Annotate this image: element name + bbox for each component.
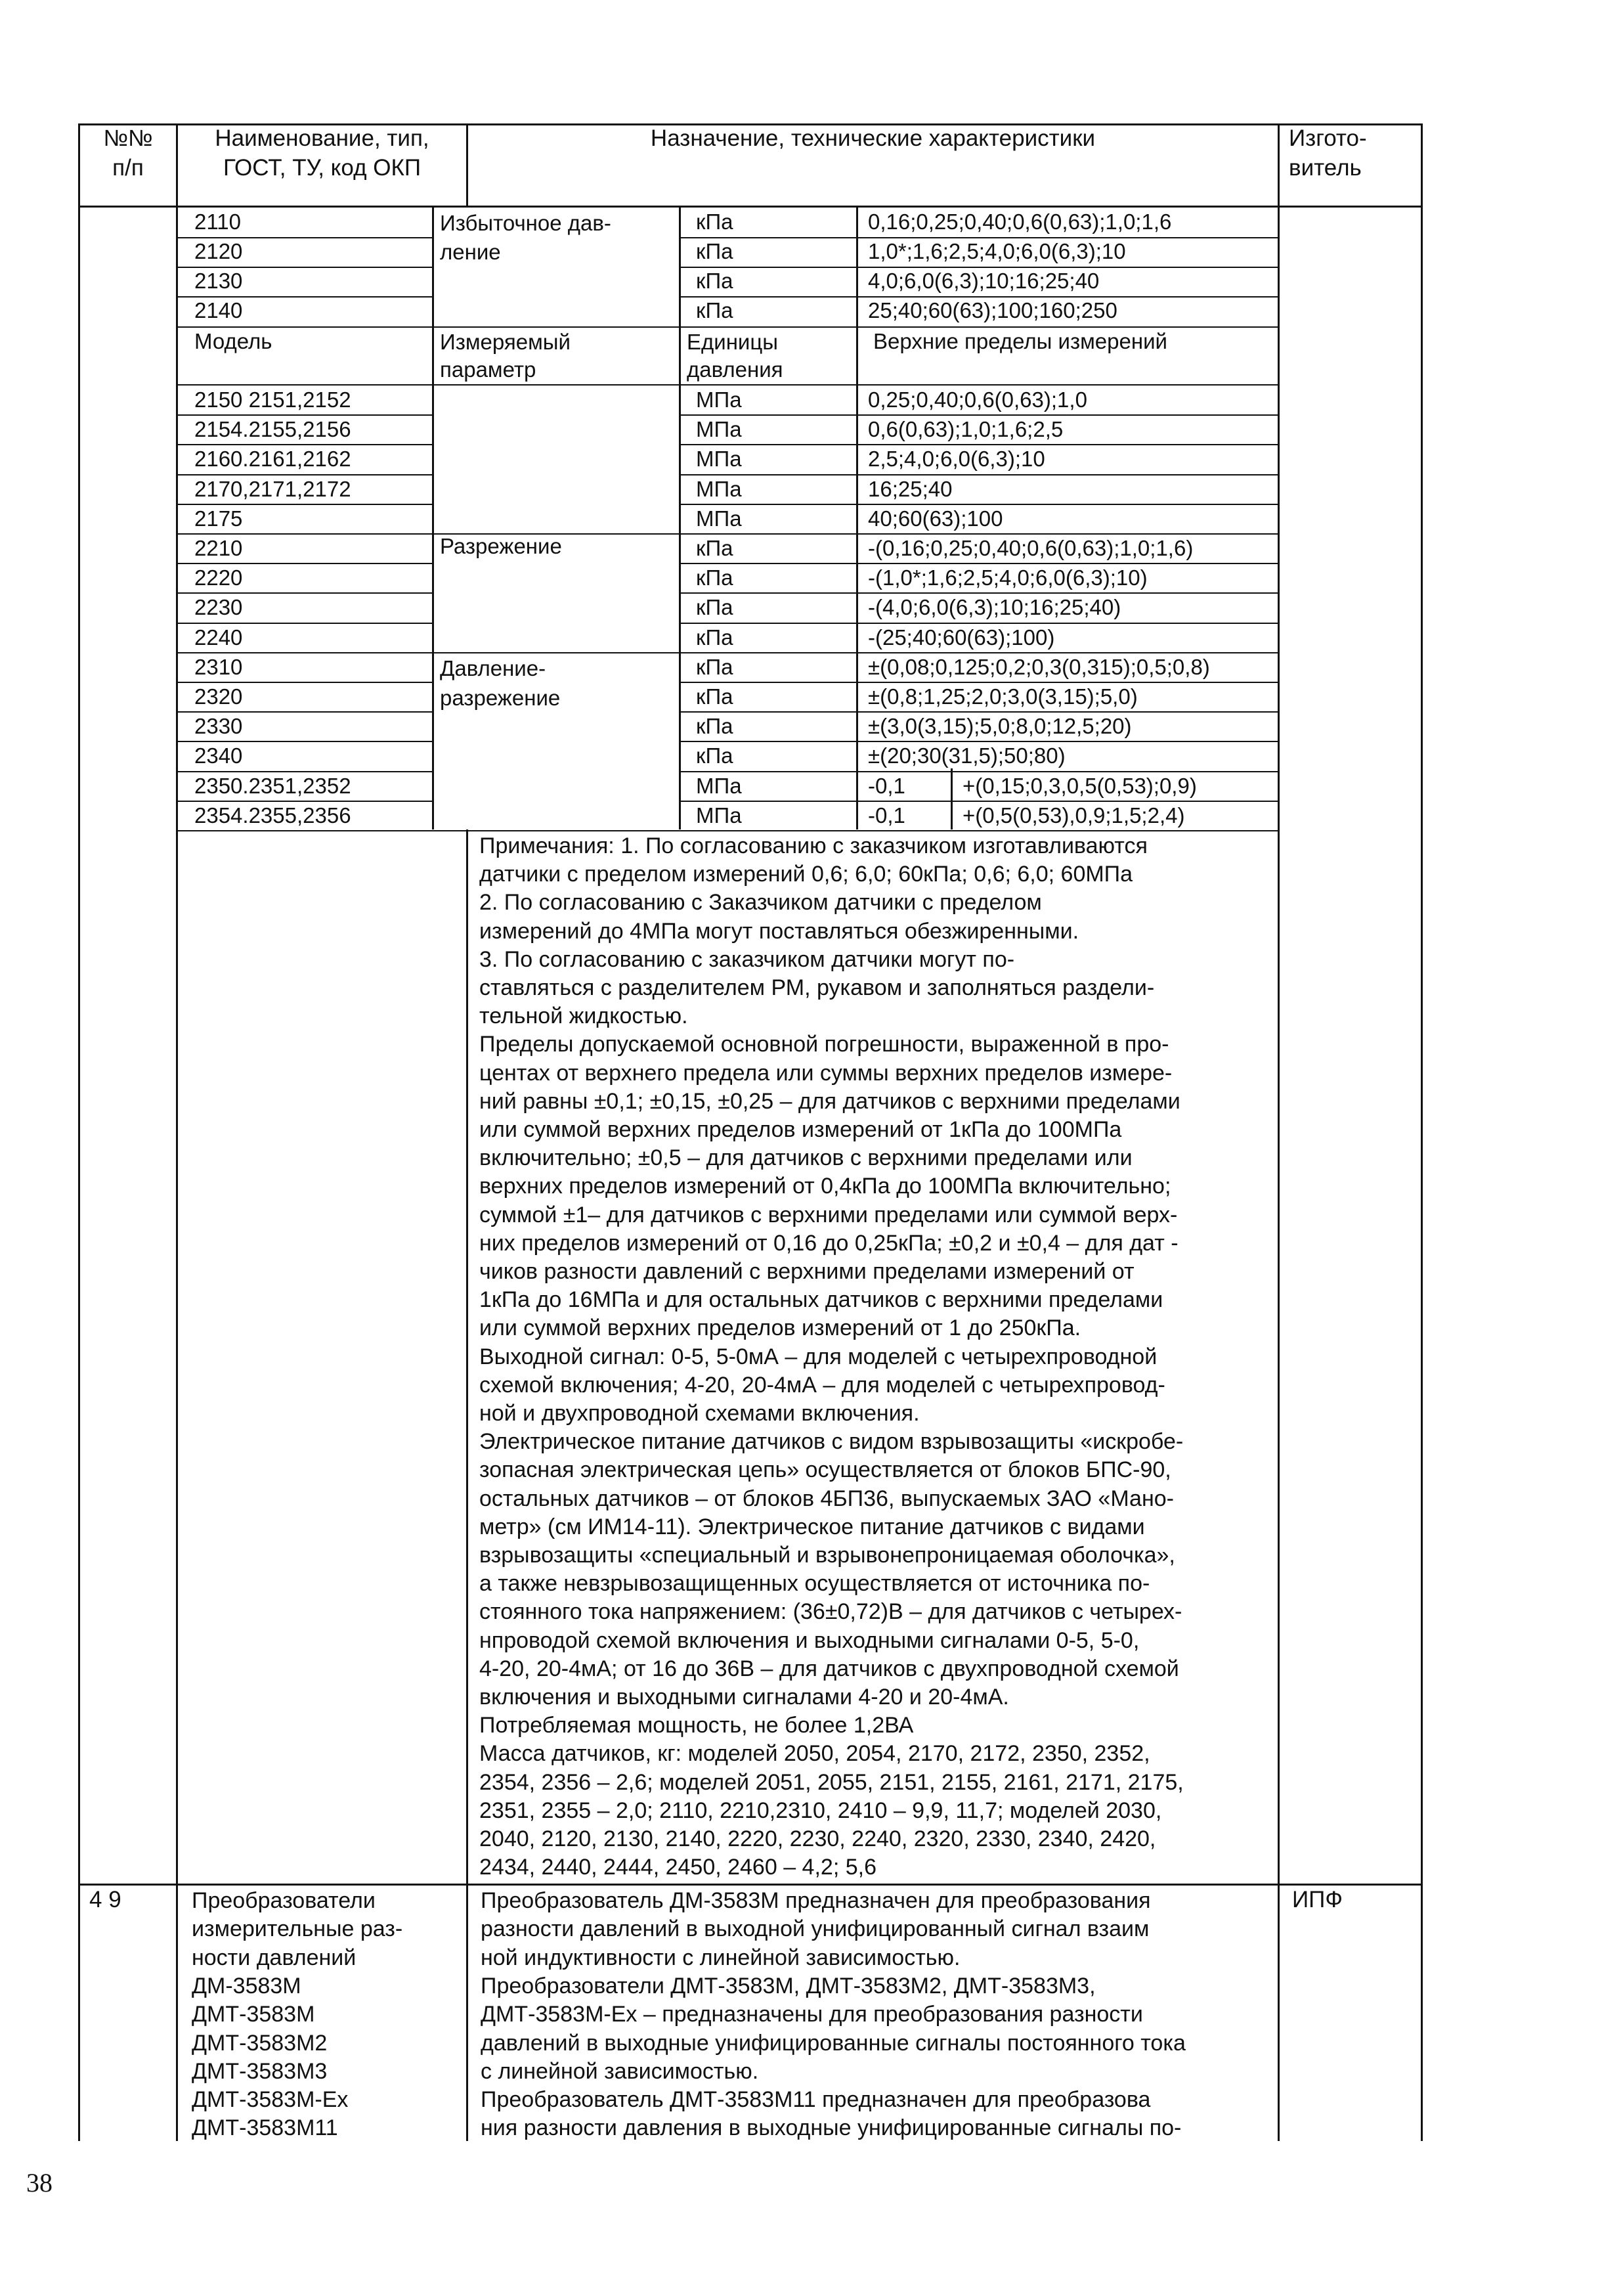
row-line [176,711,432,713]
unit-cell: кПа [696,595,733,620]
limits-cell: ±(0,08;0,125;0,2;0,3(0,315);0,5;0,8) [868,654,1210,679]
item49-desc-line: разности давлений в выходной унифицированный сигнал взаим [481,1916,1150,1942]
item49-desc-line: ДМТ-3583М-Ех – предназначены для преобразования разности [481,2002,1143,2027]
row-line [679,801,1279,802]
note-line: тельной жидкостью. [479,1004,688,1029]
model-cell: 2160.2161,2162 [194,447,351,472]
row-line [679,741,1279,742]
note-line: нпроводой схемой включения и выходными сигналами 0-5, 5-0, [479,1627,1140,1653]
model-cell: 2230 [194,595,243,620]
table-right-border [1421,123,1423,2141]
subtable-col-param [432,206,434,829]
header-name: Наименование, тип, ГОСТ, ТУ, код ОКП [215,125,429,181]
row-line [679,711,1279,713]
model-cell: 2110 [194,210,241,234]
note-line: центах от верхнего предела или суммы верхних пределов измере- [479,1060,1173,1086]
unit-cell: МПа [696,773,742,798]
row-line [176,563,432,564]
item49-desc-line: с линейной зависимостью. [481,2058,759,2084]
unit-cell: МПа [696,447,742,472]
note-line: 2. По согласованию с Заказчиком датчики с пределом [479,890,1042,916]
note-line: включительно; ±0,5 – для датчиков с верхними пределами или [479,1145,1133,1171]
unit-cell: кПа [696,565,733,590]
limits-cell: 0,6(0,63);1,0;1,6;2,5 [868,417,1064,442]
table-left-border [78,123,80,2141]
note-line: 1кПа до 16МПа и для остальных датчиков с верхними пределами [479,1287,1163,1313]
row-line [679,414,1279,416]
row-line [176,682,432,683]
unit-cell: МПа [696,506,742,531]
row-line [176,414,432,416]
row-line [176,592,432,594]
limits-cell: 40;60(63);100 [868,506,1003,531]
unit-cell: МПа [696,387,742,412]
subheader-model: Модель [194,329,272,353]
item49-name-line: Преобразователи [192,1888,376,1913]
note-line: верхних пределов измерений от 0,4кПа до 100МПа включительно; [479,1174,1171,1199]
col-name-left-border [176,123,178,2141]
limits-max-cell: +(0,5(0,53),0,9;1,5;2,4) [963,803,1185,828]
item49-name-line: ДМТ-3583М [192,2002,315,2027]
notes-left-border [466,829,468,2141]
unit-cell: кПа [696,239,733,263]
unit-cell: кПа [696,625,733,650]
param-overpressure: Избыточное дав- ление [440,211,611,264]
note-line: 4-20, 20-4мА; от 16 до 36В – для датчиков с двухпроводной схемой [479,1656,1179,1681]
item49-name-line: ДМТ-3583М11 [192,2115,338,2141]
model-cell: 2150 2151,2152 [194,387,351,412]
note-line: датчики с пределом измерений 0,6; 6,0; 60кПа; 0,6; 6,0; 60МПа [479,862,1133,887]
item49-number: 4 9 [89,1887,121,1912]
model-cell: 2354.2355,2356 [194,803,351,828]
unit-cell: кПа [696,714,733,739]
row-line [176,741,432,742]
subtable-col-limits-split [951,768,953,829]
note-line: ставляться с разделителем РМ, рукавом и заполняться раздели- [479,975,1155,1000]
unit-cell: кПа [696,298,733,322]
row-line [176,533,1279,535]
item49-name-line: ности давлений [192,1945,357,1970]
col-maker-left-border [1278,123,1280,2141]
note-line: включения и выходными сигналами 4-20 и 20-4мА. [479,1685,1009,1710]
limits-cell: -(1,0*;1,6;2,5;4,0;6,0(6,3);10) [868,565,1148,590]
subheader-bottom-border [176,384,1279,386]
note-line: а также невзрывозащищенных осуществляется от источника по- [479,1571,1150,1597]
item49-name-line: ДМТ-3583М3 [192,2058,328,2084]
note-line: измерений до 4МПа могут поставляться обезжиренными. [479,918,1079,944]
subtable-col-limits [856,206,858,829]
note-line: или суммой верхних пределов измерений от 1кПа до 100МПа [479,1117,1122,1142]
header-maker: Изгото- витель [1289,125,1367,181]
note-line: метр» (см ИМ14-11). Электрическое питание датчиков с видами [479,1514,1145,1539]
limits-max-cell: +(0,15;0,3,0,5(0,53);0,9) [963,773,1197,798]
note-line: ний равны ±0,1; ±0,15, ±0,25 – для датчиков с верхними пределами [479,1088,1180,1114]
model-cell: 2350.2351,2352 [194,773,351,798]
unit-cell: кПа [696,269,733,293]
row-line [176,830,1279,831]
limits-cell: 16;25;40 [868,476,953,501]
unit-cell: МПа [696,476,742,501]
item49-name-line: ДМТ-3583М2 [192,2030,328,2056]
limits-cell: ±(20;30(31,5);50;80) [868,743,1066,768]
note-line: Пределы допускаемой основной погрешности, выраженной в про- [479,1032,1169,1057]
note-line: остальных датчиков – от блоков 4БП36, выпускаемых ЗАО «Мано- [479,1486,1174,1511]
model-cell: 2210 [194,536,243,560]
limits-cell: -(0,16;0,25;0,40;0,6(0,63);1,0;1,6) [868,536,1194,560]
item49-name-line: ДМ-3583М [192,1973,301,1998]
unit-cell: кПа [696,743,733,768]
limits-min-cell: -0,1 [868,803,905,828]
item49-name-line: измерительные раз- [192,1916,403,1942]
row-line [679,592,1279,594]
item49-desc-line: Преобразователь ДМТ-3583М11 предназначен для преобразова [481,2087,1151,2113]
note-line: Выходной сигнал: 0-5, 5-0мА – для моделей с четырехпроводной [479,1344,1158,1369]
param-pressure-vacuum: Давление- разрежение [440,656,561,710]
note-line: 2354, 2356 – 2,6; моделей 2051, 2055, 2151, 2155, 2161, 2171, 2175, [479,1769,1184,1795]
note-line: 2351, 2355 – 2,0; 2110, 2210,2310, 2410 – 9,9, 11,7; моделей 2030, [479,1798,1162,1823]
model-cell: 2240 [194,625,243,650]
row-line [679,504,1279,505]
item49-desc-line: давлений в выходные унифицированные сигналы постоянного тока [481,2030,1186,2056]
limits-cell: ±(0,8;1,25;2,0;3,0(3,15);5,0) [868,684,1138,709]
unit-cell: МПа [696,803,742,828]
header-number: №№ п/п [103,125,153,181]
row-line [679,474,1279,475]
subheader-top-border [176,326,1279,328]
note-line: стоянного тока напряжением: (36±0,72)В – для датчиков с четырех- [479,1599,1182,1625]
model-cell: 2140 [194,298,243,322]
subheader-units: Единицы давления [687,330,783,382]
item49-desc-line: Преобразователи ДМТ-3583М, ДМТ-3583М2, ДМТ-3583М3, [481,1973,1096,1998]
note-line: суммой ±1– для датчиков с верхними пределами или суммой верх- [479,1202,1178,1227]
limits-cell: 0,16;0,25;0,40;0,6(0,63);1,0;1,6 [868,210,1172,234]
item49-top-border [78,1884,1423,1886]
subtable-col-units [679,206,681,829]
limits-cell: -(4,0;6,0(6,3);10;16;25;40) [868,595,1121,620]
page-number: 38 [26,2168,53,2197]
note-line: зопасная электрическая цепь» осуществляется от блоков БПС-90, [479,1457,1171,1483]
limits-cell: -(25;40;60(63);100) [868,625,1055,650]
model-cell: 2220 [194,565,243,590]
row-line [679,444,1279,445]
item49-desc-line: ной индуктивности с линейной зависимостью. [481,1945,961,1970]
model-cell: 2310 [194,654,243,679]
limits-cell: 25;40;60(63);100;160;250 [868,298,1117,322]
note-line: 2434, 2440, 2444, 2450, 2460 – 4,2; 5,6 [479,1855,877,1880]
note-line: чиков разности давлений с верхними пределами измерений от [479,1259,1135,1284]
row-line [679,682,1279,683]
note-line: Масса датчиков, кг: моделей 2050, 2054, 2170, 2172, 2350, 2352, [479,1741,1150,1767]
model-cell: 2170,2171,2172 [194,476,351,501]
item49-desc-line: Преобразователь ДМ-3583М предназначен для преобразования [481,1888,1151,1913]
model-cell: 2320 [194,684,243,709]
note-line: 2040, 2120, 2130, 2140, 2220, 2230, 2240, 2320, 2330, 2340, 2420, [479,1826,1156,1851]
note-line: 3. По согласованию с заказчиком датчики могут по- [479,946,1015,972]
model-cell: 2340 [194,743,243,768]
note-line: Потребляемая мощность, не более 1,2ВА [479,1713,914,1738]
note-line: взрывозащиты «специальный и взрывонепроницаемая оболочка», [479,1543,1175,1568]
model-cell: 2120 [194,239,243,263]
note-line: Электрическое питание датчиков с видом взрывозащиты «искробе- [479,1429,1184,1455]
header-bottom-border [78,206,1423,208]
limits-min-cell: -0,1 [868,773,905,798]
subheader-limits: Верхние пределы измерений [873,329,1167,353]
row-line [176,652,1279,653]
unit-cell: кПа [696,210,733,234]
limits-cell: ±(3,0(3,15);5,0;8,0;12,5;20) [868,714,1132,739]
limits-cell: 2,5;4,0;6,0(6,3);10 [868,447,1045,472]
note-line: Примечания: 1. По согласованию с заказчиком изготавливаются [479,833,1148,858]
item49-desc-line: ния разности давления в выходные унифицированные сигналы по- [481,2115,1182,2141]
subheader-param: Измеряемый параметр [440,330,571,382]
param-vacuum: Разрежение [440,534,562,558]
note-line: ной и двухпроводной схемами включения. [479,1401,920,1426]
model-cell: 2130 [194,269,243,293]
note-line: или суммой верхних пределов измерений от 1 до 250кПа. [479,1315,1081,1341]
unit-cell: кПа [696,536,733,560]
model-cell: 2330 [194,714,243,739]
note-line: схемой включения; 4-20, 20-4мА – для моделей с четырехпровод- [479,1372,1165,1398]
item49-name-line: ДМТ-3583М-Ех [192,2087,349,2113]
limits-cell: 1,0*;1,6;2,5;4,0;6,0(6,3);10 [868,239,1126,263]
item49-maker: ИПФ [1292,1887,1343,1912]
unit-cell: кПа [696,684,733,709]
model-cell: 2175 [194,506,243,531]
note-line: них пределов измерений от 0,16 до 0,25кПа; ±0,2 и ±0,4 – для дат - [479,1230,1179,1256]
unit-cell: МПа [696,417,742,442]
row-line [176,801,432,802]
limits-cell: 0,25;0,40;0,6(0,63);1,0 [868,387,1087,412]
header-description: Назначение, технические характеристики [650,125,1096,151]
row-line [176,504,432,505]
model-cell: 2154.2155,2156 [194,417,351,442]
row-line [679,563,1279,564]
unit-cell: кПа [696,654,733,679]
limits-cell: 4,0;6,0(6,3);10;16;25;40 [868,269,1100,293]
row-line [176,444,432,445]
